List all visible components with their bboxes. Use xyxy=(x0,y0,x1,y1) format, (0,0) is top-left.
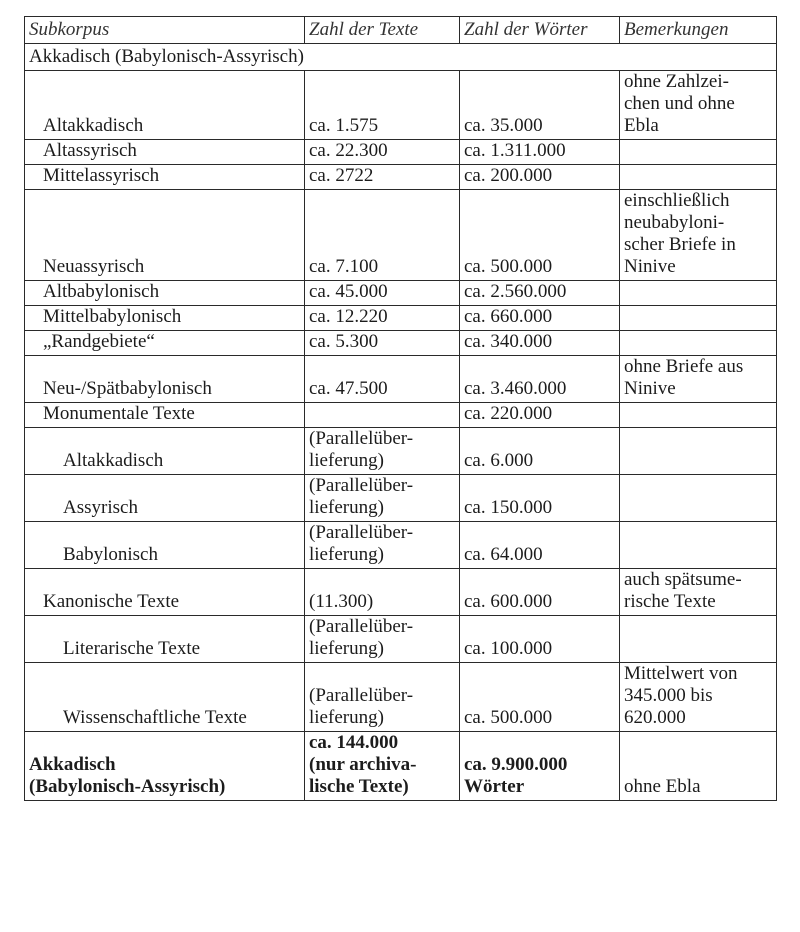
header-zahl-der-woerter: Zahl der Wörter xyxy=(460,17,620,44)
table-row xyxy=(25,71,777,140)
row-remark: Mittelwert von 345.000 bis 620.000 xyxy=(620,663,777,732)
row-words: ca. 340.000 xyxy=(460,331,620,356)
row-words: ca. 64.000 xyxy=(460,522,620,569)
row-remark: ohne Briefe aus Ninive xyxy=(620,356,777,403)
row-words: ca. 660.000 xyxy=(460,306,620,331)
row-words: ca. 1.311.000 xyxy=(460,140,620,165)
row-remark xyxy=(620,428,777,475)
table-row xyxy=(25,331,777,356)
table-row xyxy=(25,356,777,403)
row-name: Monumentale Texte xyxy=(25,403,305,428)
row-remark: auch spätsume- rische Texte xyxy=(620,569,777,616)
row-texts xyxy=(305,403,460,428)
row-name: Altakkadisch xyxy=(25,428,305,475)
row-words: ca. 6.000 xyxy=(460,428,620,475)
table-row xyxy=(25,569,777,616)
row-remark xyxy=(620,403,777,428)
row-remark: ohne Zahlzei- chen und ohne Ebla xyxy=(620,71,777,140)
row-words: ca. 500.000 xyxy=(460,190,620,281)
header-row xyxy=(25,17,777,44)
total-row xyxy=(25,732,777,801)
row-name: Wissenschaftliche Texte xyxy=(25,663,305,732)
row-words: ca. 600.000 xyxy=(460,569,620,616)
corpus-table xyxy=(24,16,777,801)
table-row xyxy=(25,616,777,663)
header-subkorpus: Subkorpus xyxy=(25,17,305,44)
row-name: Neuassyrisch xyxy=(25,190,305,281)
row-name: Assyrisch xyxy=(25,475,305,522)
row-name: Kanonische Texte xyxy=(25,569,305,616)
table-row xyxy=(25,281,777,306)
row-remark xyxy=(620,306,777,331)
table-row xyxy=(25,190,777,281)
row-words: ca. 220.000 xyxy=(460,403,620,428)
total-words: ca. 9.900.000 Wörter xyxy=(460,732,620,801)
row-texts: (Parallelüber- lieferung) xyxy=(305,475,460,522)
row-name: Altakkadisch xyxy=(25,71,305,140)
row-texts: ca. 2722 xyxy=(305,165,460,190)
row-remark: einschließlich neubabyloni- scher Briefe in Ninive xyxy=(620,190,777,281)
row-words: ca. 35.000 xyxy=(460,71,620,140)
table-row xyxy=(25,475,777,522)
section-title: Akkadisch (Babylonisch-Assyrisch) xyxy=(25,44,777,71)
row-texts: (Parallelüber- lieferung) xyxy=(305,663,460,732)
table-row xyxy=(25,428,777,475)
row-name: Mittelbabylonisch xyxy=(25,306,305,331)
row-words: ca. 200.000 xyxy=(460,165,620,190)
row-words: ca. 150.000 xyxy=(460,475,620,522)
table-row xyxy=(25,663,777,732)
row-texts: (Parallelüber- lieferung) xyxy=(305,616,460,663)
row-remark xyxy=(620,331,777,356)
row-name: „Randgebiete“ xyxy=(25,331,305,356)
table-row xyxy=(25,306,777,331)
row-name: Neu-/Spätbabylonisch xyxy=(25,356,305,403)
row-texts: ca. 12.220 xyxy=(305,306,460,331)
row-remark xyxy=(620,140,777,165)
table-row xyxy=(25,165,777,190)
row-name: Mittelassyrisch xyxy=(25,165,305,190)
row-texts: ca. 5.300 xyxy=(305,331,460,356)
row-words: ca. 500.000 xyxy=(460,663,620,732)
row-remark xyxy=(620,616,777,663)
total-remark: ohne Ebla xyxy=(620,732,777,801)
row-remark xyxy=(620,475,777,522)
row-texts: ca. 1.575 xyxy=(305,71,460,140)
table-row xyxy=(25,403,777,428)
row-words: ca. 3.460.000 xyxy=(460,356,620,403)
row-texts: (Parallelüber- lieferung) xyxy=(305,428,460,475)
row-remark xyxy=(620,281,777,306)
section-row xyxy=(25,44,777,71)
table-row xyxy=(25,522,777,569)
row-words: ca. 100.000 xyxy=(460,616,620,663)
header-bemerkungen: Bemerkungen xyxy=(620,17,777,44)
total-name: Akkadisch (Babylonisch-Assyrisch) xyxy=(25,732,305,801)
row-remark xyxy=(620,165,777,190)
row-texts: ca. 22.300 xyxy=(305,140,460,165)
row-remark xyxy=(620,522,777,569)
table-row xyxy=(25,140,777,165)
row-name: Altbabylonisch xyxy=(25,281,305,306)
row-texts: ca. 45.000 xyxy=(305,281,460,306)
row-name: Babylonisch xyxy=(25,522,305,569)
row-texts: (Parallelüber- lieferung) xyxy=(305,522,460,569)
row-name: Literarische Texte xyxy=(25,616,305,663)
row-name: Altassyrisch xyxy=(25,140,305,165)
row-texts: ca. 47.500 xyxy=(305,356,460,403)
row-texts: ca. 7.100 xyxy=(305,190,460,281)
header-zahl-der-texte: Zahl der Texte xyxy=(305,17,460,44)
total-texts: ca. 144.000 (nur archiva- lische Texte) xyxy=(305,732,460,801)
row-texts: (11.300) xyxy=(305,569,460,616)
row-words: ca. 2.560.000 xyxy=(460,281,620,306)
